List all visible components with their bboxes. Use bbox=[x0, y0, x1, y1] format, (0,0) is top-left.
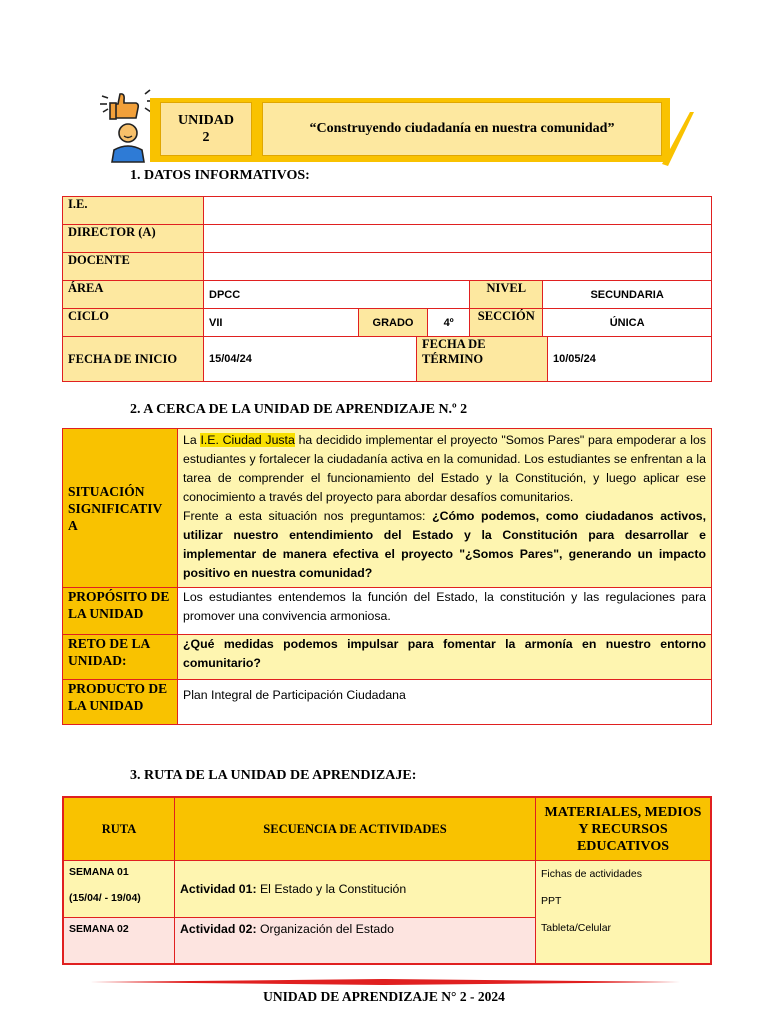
reto-text: ¿Qué medidas podemos impulsar para fomentar la armonía en nuestro entorno comunitario? bbox=[178, 635, 712, 680]
area-value: DPCC bbox=[204, 281, 470, 309]
situacion-pre: La bbox=[183, 433, 201, 447]
fechas-table bbox=[62, 336, 712, 382]
situacion-text bbox=[178, 429, 712, 588]
director-value bbox=[204, 225, 712, 253]
director-label: DIRECTOR (A) bbox=[63, 225, 204, 253]
semana-01-label: SEMANA 01 bbox=[69, 866, 129, 878]
material-item: Tableta/Celular bbox=[541, 922, 612, 934]
actividad-01-label: Actividad 01: bbox=[180, 882, 257, 896]
section1-title: 1. DATOS INFORMATIVOS: bbox=[130, 168, 310, 183]
grado-value: 4º bbox=[428, 309, 470, 337]
section3-title: 3. RUTA DE LA UNIDAD DE APRENDIZAJE: bbox=[130, 768, 417, 783]
ciclo-value: VII bbox=[204, 309, 359, 337]
situacion-question-pre: Frente a esta situación nos preguntamos: bbox=[183, 509, 433, 523]
docente-value bbox=[204, 253, 712, 281]
nivel-value: SECUNDARIA bbox=[543, 281, 712, 309]
materiales-cell bbox=[536, 861, 712, 965]
producto-text: Plan Integral de Participación Ciudadana bbox=[178, 680, 712, 725]
actividad-02-text: Organización del Estado bbox=[256, 922, 394, 936]
col-ruta: RUTA bbox=[63, 797, 175, 861]
col-secuencia: SECUENCIA DE ACTIVIDADES bbox=[175, 797, 536, 861]
actividad-02-cell bbox=[175, 918, 536, 965]
student-thumbs-up-icon bbox=[98, 88, 158, 164]
actividad-01-text: El Estado y la Constitución bbox=[256, 882, 407, 896]
material-item: PPT bbox=[541, 895, 562, 907]
ie-label: I.E. bbox=[63, 197, 204, 225]
header-banner-slash bbox=[660, 108, 696, 168]
fecha-inicio-value: 15/04/24 bbox=[204, 337, 417, 382]
fecha-termino-value: 10/05/24 bbox=[548, 337, 712, 382]
material-item: Fichas de actividades bbox=[541, 868, 642, 880]
area-label: ÁREA bbox=[63, 281, 204, 309]
situacion-question: ¿Cómo podemos, como ciudadanos activos, utilizar nuestro entendimiento del Estado y la Constitución para desarrollar e implementar de manera efectiva el proyecto "¿Somos Pares", generando un impacto positivo en nuestra comunidad? bbox=[183, 509, 706, 580]
fecha-termino-label bbox=[417, 337, 548, 382]
semana-02-label: SEMANA 02 bbox=[69, 923, 129, 935]
unit-title: “Construyendo ciudadanía en nuestra comunidad” bbox=[309, 121, 615, 136]
semana-02-cell bbox=[63, 918, 175, 965]
unit-number: 2 bbox=[202, 130, 210, 145]
actividad-01-cell bbox=[175, 861, 536, 918]
semana-01-dates: (15/04/ - 19/04) bbox=[69, 892, 141, 904]
ruta-table bbox=[62, 796, 712, 965]
reto-label: RETO DE LA UNIDAD: bbox=[63, 635, 178, 680]
unit-title-box bbox=[262, 102, 662, 156]
unidad-aprendizaje-table bbox=[62, 428, 712, 725]
ciclo-label: CICLO bbox=[63, 309, 204, 337]
col-materiales: MATERIALES, MEDIOS Y RECURSOS EDUCATIVOS bbox=[536, 797, 712, 861]
footer-divider bbox=[90, 972, 680, 978]
actividad-02-label: Actividad 02: bbox=[180, 922, 257, 936]
fecha-inicio-label: FECHA DE INICIO bbox=[63, 337, 204, 382]
unit-number-box bbox=[160, 102, 252, 156]
seccion-value: ÚNICA bbox=[543, 309, 712, 337]
proposito-text: Los estudiantes entendemos la función del Estado, la constitución y las regulaciones para promover una convivencia armoniosa. bbox=[178, 588, 712, 635]
grado-label: GRADO bbox=[359, 309, 428, 337]
situacion-label: SITUACIÓN SIGNIFICATIV A bbox=[63, 429, 178, 588]
situacion-highlight: I.E. Ciudad Justa bbox=[200, 433, 295, 447]
semana-01-cell bbox=[63, 861, 175, 918]
fecha-termino-label-line2: TÉRMINO bbox=[422, 352, 484, 366]
nivel-label: NIVEL bbox=[470, 281, 543, 309]
proposito-label: PROPÓSITO DE LA UNIDAD bbox=[63, 588, 178, 635]
fecha-termino-label-line1: FECHA DE bbox=[422, 337, 486, 351]
seccion-label: SECCIÓN bbox=[470, 309, 543, 337]
footer-text: UNIDAD DE APRENDIZAJE N° 2 - 2024 bbox=[263, 989, 505, 1004]
situacion-post: ha decidido implementar el proyecto "Somos Pares" para empoderar a los estudiantes y fortalecer la ciudadanía activa en la comunidad. Los estudiantes se enfrentan a la tarea de comprender el funcionamiento del Estado y la Constitución, y luego aplicar ese conocimiento a través del proyecto para abordar desafíos comunitarios. bbox=[183, 433, 706, 504]
datos-informativos-table bbox=[62, 196, 712, 337]
ie-value bbox=[204, 197, 712, 225]
producto-label: PRODUCTO DE LA UNIDAD bbox=[63, 680, 178, 725]
unit-label: UNIDAD bbox=[178, 113, 234, 128]
docente-label: DOCENTE bbox=[63, 253, 204, 281]
section2-title: 2. A CERCA DE LA UNIDAD DE APRENDIZAJE N.º 2 bbox=[130, 402, 468, 417]
